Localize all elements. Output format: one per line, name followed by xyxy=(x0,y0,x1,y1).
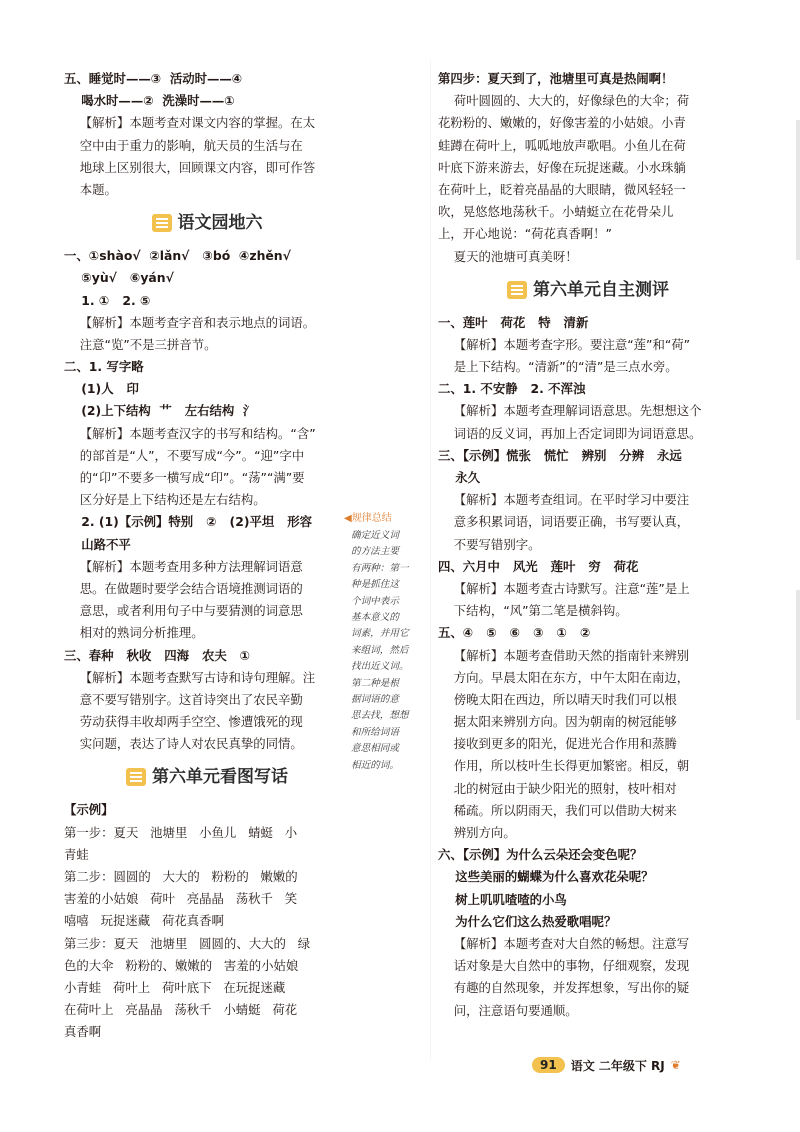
analysis-line: 【解析】本题考查组词。在平时学习中要注 xyxy=(438,492,690,508)
section-header-zizhuceping xyxy=(438,268,738,312)
answer-line: 这些美丽的蝴蝶为什么喜欢花朵呢？ xyxy=(438,869,654,885)
analysis-line: 词语的反义词，再加上否定词即为词语意思。 xyxy=(438,425,702,441)
analysis-line: 【解析】本题考查对课文内容的掌握。在太 xyxy=(64,115,316,131)
column-divider xyxy=(430,60,431,1060)
right-column xyxy=(438,68,738,1022)
answer-line: 真香啊 xyxy=(64,1024,102,1040)
analysis-line: 的“卬”不要多一横写成“印”。“荡”“满”要 xyxy=(64,470,305,485)
analysis-line: 注意“览”不是三拼音节。 xyxy=(64,336,217,352)
answer-line: 2. (1)【示例】特别 ② (2)平坦 形容 xyxy=(64,514,313,530)
analysis-line: 不要写错别字。 xyxy=(438,536,541,552)
analysis-line: 【解析】本题考查用多种方法理解词语意 xyxy=(64,558,303,574)
page-footer xyxy=(532,1054,681,1076)
answer-line: 【示例】 xyxy=(64,802,114,818)
sidebar-line: 种是抓住这 xyxy=(351,579,399,591)
essay-line: 在荷叶上，眨着亮晶晶的大眼睛，微风轻轻一 xyxy=(438,181,686,197)
sidebar-line: 和所给词语 xyxy=(351,726,399,738)
analysis-line: 有趣的自然现象，并发挥想象，写出你的疑 xyxy=(438,980,690,996)
answer-line: 青蛙 xyxy=(64,846,89,862)
section-header-yuwenyuandi xyxy=(64,201,350,245)
section-title: 语文园地六 xyxy=(177,213,263,234)
sidebar-line: 词素，并用它 xyxy=(351,628,409,640)
analysis-line: 【解析】本题考查字形。要注意“莲”和“荷” xyxy=(438,336,691,352)
analysis-line: 问，注意语句要通顺。 xyxy=(438,1002,578,1018)
book-icon xyxy=(507,281,527,299)
answer-line: 永久 xyxy=(438,470,481,485)
sidebar-line: 确定近义词 xyxy=(351,530,399,541)
sidebar-line: 来组词，然后 xyxy=(351,644,409,656)
analysis-line: 辨别方向。 xyxy=(438,825,516,840)
analysis-line: 的部首是“人”，不要写成“今”。“迎”字中 xyxy=(64,447,305,463)
analysis-line: 傍晚太阳在西边，所以晴天时我们可以根 xyxy=(438,691,677,707)
answer-line: ⑤yù√ ⑥yán√ xyxy=(64,270,174,286)
analysis-line: 实问题，表达了诗人对农民真挚的同情。 xyxy=(64,736,303,752)
essay-line: 上，开心地说：“荷花真香啊！” xyxy=(438,226,612,242)
sidebar-line: 思去找，想想 xyxy=(351,710,409,722)
analysis-line: 下结构，“风”第二笔是横斜钩。 xyxy=(438,603,628,619)
analysis-line: 【解析】本题考查对大自然的畅想。注意写 xyxy=(438,935,690,951)
answer-line: 二、1. 不安静 2. 不浑浊 xyxy=(438,381,586,397)
analysis-line: 区分好是上下结构还是左右结构。 xyxy=(64,492,266,508)
answer-line: 为什么它们这么热爱歌唱呢？ xyxy=(438,913,617,929)
page-number: 91 xyxy=(532,1057,565,1073)
sidebar-line: 第二种是根 xyxy=(351,677,399,689)
analysis-line: 劳动获得丰收却两手空空、惨遭饿死的现 xyxy=(64,714,303,730)
answer-line: (1)人 印 xyxy=(64,381,139,397)
essay-line: 荷叶圆圆的、大大的，好像绿色的大伞；荷 xyxy=(438,93,690,109)
answer-line: 小青蛙 荷叶上 荷叶底下 在玩捉迷藏 xyxy=(64,979,286,995)
analysis-line: 方向。早晨太阳在东方，中午太阳在南边， xyxy=(438,669,690,685)
answer-line: 第一步：夏天 池塘里 小鱼儿 蜻蜓 小 xyxy=(64,824,298,840)
essay-line: 蛙蹲在荷叶上，呱呱地放声歌唱。小鱼儿在荷 xyxy=(438,137,686,153)
answer-line: 树上叽叽喳喳的小鸟 xyxy=(438,891,567,907)
sidebar-line: 意思相同或 xyxy=(351,743,399,755)
footer-label: 语文 二年级下 RJ xyxy=(570,1058,665,1073)
answer-line: 四、六月中 风光 莲叶 穷 荷花 xyxy=(438,558,639,574)
sidebar-line: 有两种：第一 xyxy=(351,562,409,574)
section-header-kantuxiehua xyxy=(64,755,350,799)
analysis-line: 话对象是大自然中的事物，仔细观察，发现 xyxy=(438,958,690,974)
sidebar-line: 找出近义词。 xyxy=(351,661,409,673)
analysis-line: 【解析】本题考查默写古诗和诗句理解。注 xyxy=(64,669,316,685)
analysis-line: 【解析】本题考查借助天然的指南针来辨别 xyxy=(438,647,690,663)
book-icon xyxy=(152,214,172,232)
page-edge-mark xyxy=(796,120,800,260)
essay-line: 叶底下游来游去，好像在玩捉迷藏。小水珠躺 xyxy=(438,159,686,175)
sidebar-heading: ◀规律总结 xyxy=(344,513,392,524)
essay-line: 花粉粉的、嫩嫩的，好像害羞的小姑娘。小青 xyxy=(438,115,686,131)
analysis-line: 空中由于重力的影响，航天员的生活与在 xyxy=(64,137,303,153)
answer-line: 喝水时——② 洗澡时——① xyxy=(64,93,235,109)
maple-leaf-icon: ❦ xyxy=(670,1058,681,1072)
analysis-line: 地球上区别很大，回顾课文内容，即可作答 xyxy=(64,159,316,175)
sidebar-line: 个词中表示 xyxy=(351,595,399,607)
answer-line: 三、春种 秋收 四海 农夫 ① xyxy=(64,647,251,663)
answer-line: (2)上下结构 艹 左右结构 氵 xyxy=(64,403,256,419)
left-column xyxy=(64,68,350,1044)
answer-line: 在荷叶上 亮晶晶 荡秋千 小蜻蜓 荷花 xyxy=(64,1002,298,1018)
analysis-line: 相对的熟词分析推理。 xyxy=(64,625,204,641)
answer-line: 第二步：圆圆的 大大的 粉粉的 嫩嫩的 xyxy=(64,869,298,884)
essay-line: 吹，晃悠悠地荡秋千。小蜻蜓立在花骨朵儿 xyxy=(438,204,674,220)
analysis-line: 本题。 xyxy=(64,181,117,197)
analysis-line: 意思，或者利用句子中与要猜测的词意思 xyxy=(64,603,303,619)
analysis-line: 是上下结构。“清新”的“清”是三点水旁。 xyxy=(438,359,678,375)
answer-line: 嘻嘻 玩捉迷藏 荷花真香啊 xyxy=(64,913,224,929)
answer-line: 山路不平 xyxy=(64,536,131,552)
sidebar-line: 的方法主要 xyxy=(351,546,399,558)
answer-line: 一、莲叶 荷花 特 清新 xyxy=(438,314,589,330)
sidebar-line: 基本意义的 xyxy=(351,612,399,624)
answer-line: 色的大伞 粉粉的、嫩嫩的 害羞的小姑娘 xyxy=(64,957,299,973)
analysis-line: 北的树冠由于缺少阳光的照射，枝叶相对 xyxy=(438,780,677,796)
answer-line: 三、【示例】慌张 慌忙 辨别 分辨 永远 xyxy=(438,447,682,463)
essay-line: 夏天的池塘可真美呀！ xyxy=(438,248,578,264)
answer-line: 二、1. 写字略 xyxy=(64,359,144,375)
analysis-line: 作用，所以枝叶生长得更加繁密。相反，朝 xyxy=(438,758,690,774)
analysis-line: 【解析】本题考查字音和表示地点的词语。 xyxy=(64,314,316,330)
answer-line: 一、①shào√ ②lǎn√ ③bó ④zhěn√ xyxy=(64,248,291,264)
answer-line: 害羞的小姑娘 荷叶 亮晶晶 荡秋千 笑 xyxy=(64,891,298,907)
section-title: 第六单元自主测评 xyxy=(533,279,669,300)
answer-line: 第四步：夏天到了，池塘里可真是热闹啊！ xyxy=(438,71,674,86)
analysis-line: 【解析】本题考查理解词语意思。先想想这个 xyxy=(438,403,702,419)
analysis-line: 稀疏。所以阴雨天，我们可以借助大树来 xyxy=(438,802,677,818)
answer-line: 五、④ ⑤ ⑥ ③ ① ② xyxy=(438,625,591,641)
analysis-line: 据太阳来辨别方向。因为朝南的树冠能够 xyxy=(438,714,677,730)
sidebar-note xyxy=(351,528,427,774)
answer-line: 1. ① 2. ⑤ xyxy=(64,292,151,308)
answer-line: 第三步：夏天 池塘里 圆圆的、大大的 绿 xyxy=(64,935,311,951)
analysis-line: 【解析】本题考查古诗默写。注意“莲”是上 xyxy=(438,580,690,596)
analysis-line: 意多积累词语，词语要正确，书写要认真， xyxy=(438,514,690,530)
section-title: 第六单元看图写话 xyxy=(152,767,288,788)
page-edge-mark xyxy=(796,590,800,720)
analysis-line: 意不要写错别字。这首诗突出了农民辛勤 xyxy=(64,691,303,707)
answer-line: 六、【示例】为什么云朵还会变色呢？ xyxy=(438,847,643,863)
book-icon xyxy=(126,768,146,786)
analysis-line: 【解析】本题考查汉字的书写和结构。“含” xyxy=(64,425,316,441)
analysis-line: 思。在做题时要学会结合语境推测词语的 xyxy=(64,580,303,596)
analysis-line: 接收到更多的阳光，促进光合作用和蒸腾 xyxy=(438,736,677,752)
sidebar-line: 相近的词。 xyxy=(351,759,399,771)
answer-line: 五、睡觉时——③ 活动时——④ xyxy=(64,71,243,86)
sidebar-line: 据词语的意 xyxy=(351,694,399,706)
